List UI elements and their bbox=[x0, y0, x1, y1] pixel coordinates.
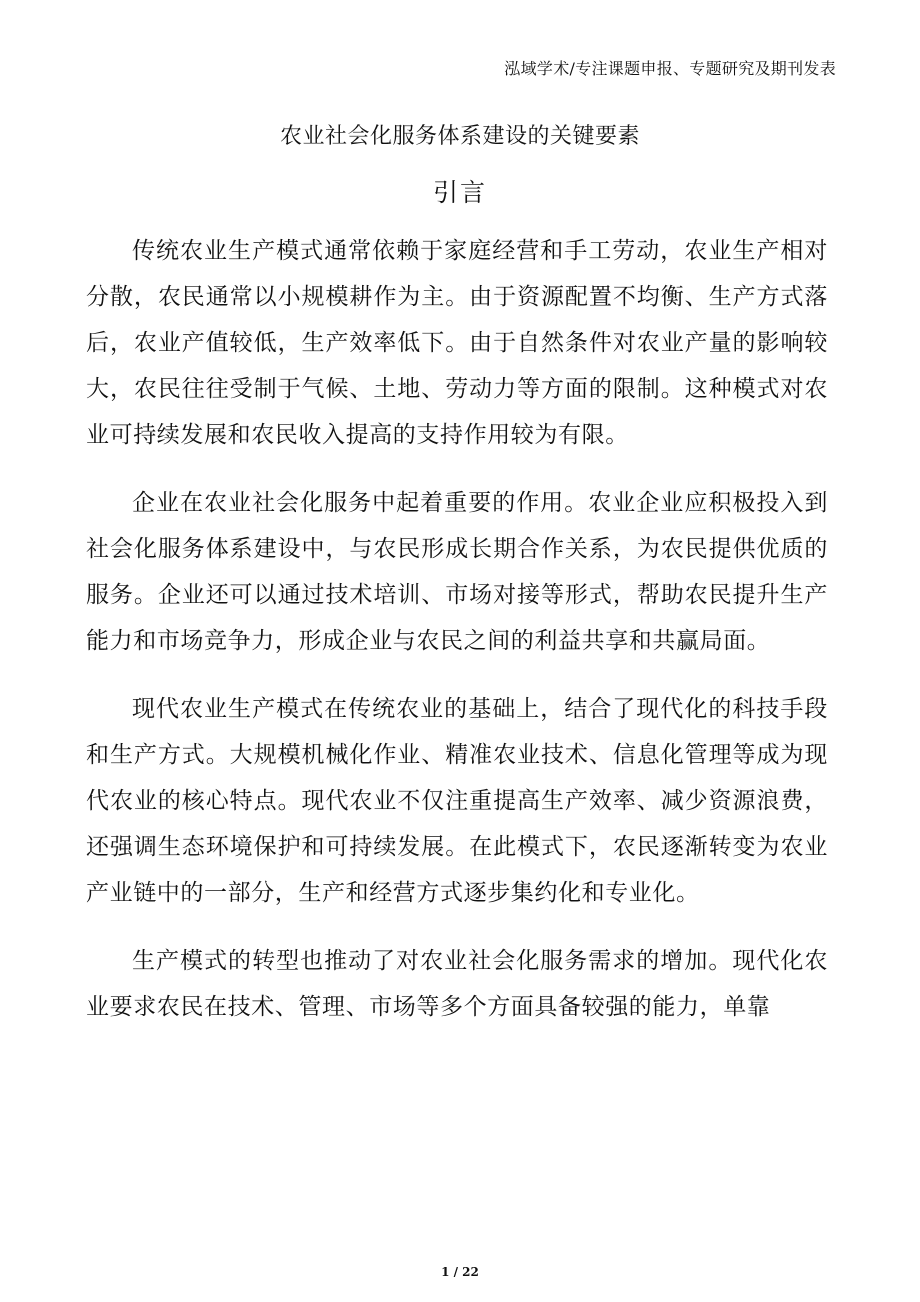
paragraph: 生产模式的转型也推动了对农业社会化服务需求的增加。现代化农业要求农民在技术、管理、市场等多个方面具备较强的能力，单靠 bbox=[86, 948, 828, 1020]
paragraph: 企业在农业社会化服务中起着重要的作用。农业企业应积极投入到社会化服务体系建设中，与农民形成长期合作关系，为农民提供优质的服务。企业还可以通过技术培训、市场对接等形式，帮助农民提升生产能力和市场竞争力，形成企业与农民之间的利益共享和共赢局面。 bbox=[86, 490, 828, 654]
header-divider bbox=[84, 86, 836, 87]
document-title: 农业社会化服务体系建设的关键要素 bbox=[279, 124, 640, 149]
section-heading: 引言 bbox=[432, 178, 487, 207]
paragraph: 现代农业生产模式在传统农业的基础上，结合了现代化的科技手段和生产方式。大规模机械化作业、精准农业技术、信息化管理等成为现代农业的核心特点。现代农业不仅注重提高生产效率、减少资源浪费，还强调生态环境保护和可持续发展。在此模式下，农民逐渐转变为农业产业链中的一部分，生产和经营方式逐步集约化和专业化。 bbox=[86, 696, 828, 906]
document-body bbox=[86, 228, 828, 1052]
paragraph: 传统农业生产模式通常依赖于家庭经营和手工劳动，农业生产相对分散，农民通常以小规模耕作为主。由于资源配置不均衡、生产方式落后，农业产值较低，生产效率低下。由于自然条件对农业产量的影响较大，农民往往受制于气候、土地、劳动力等方面的限制。这种模式对农业可持续发展和农民收入提高的支持作用较为有限。 bbox=[86, 238, 828, 448]
page-header: 泓域学术/专注课题申报、专题研究及期刊发表 bbox=[504, 59, 836, 78]
page-number: 1 / 22 bbox=[441, 1265, 479, 1279]
